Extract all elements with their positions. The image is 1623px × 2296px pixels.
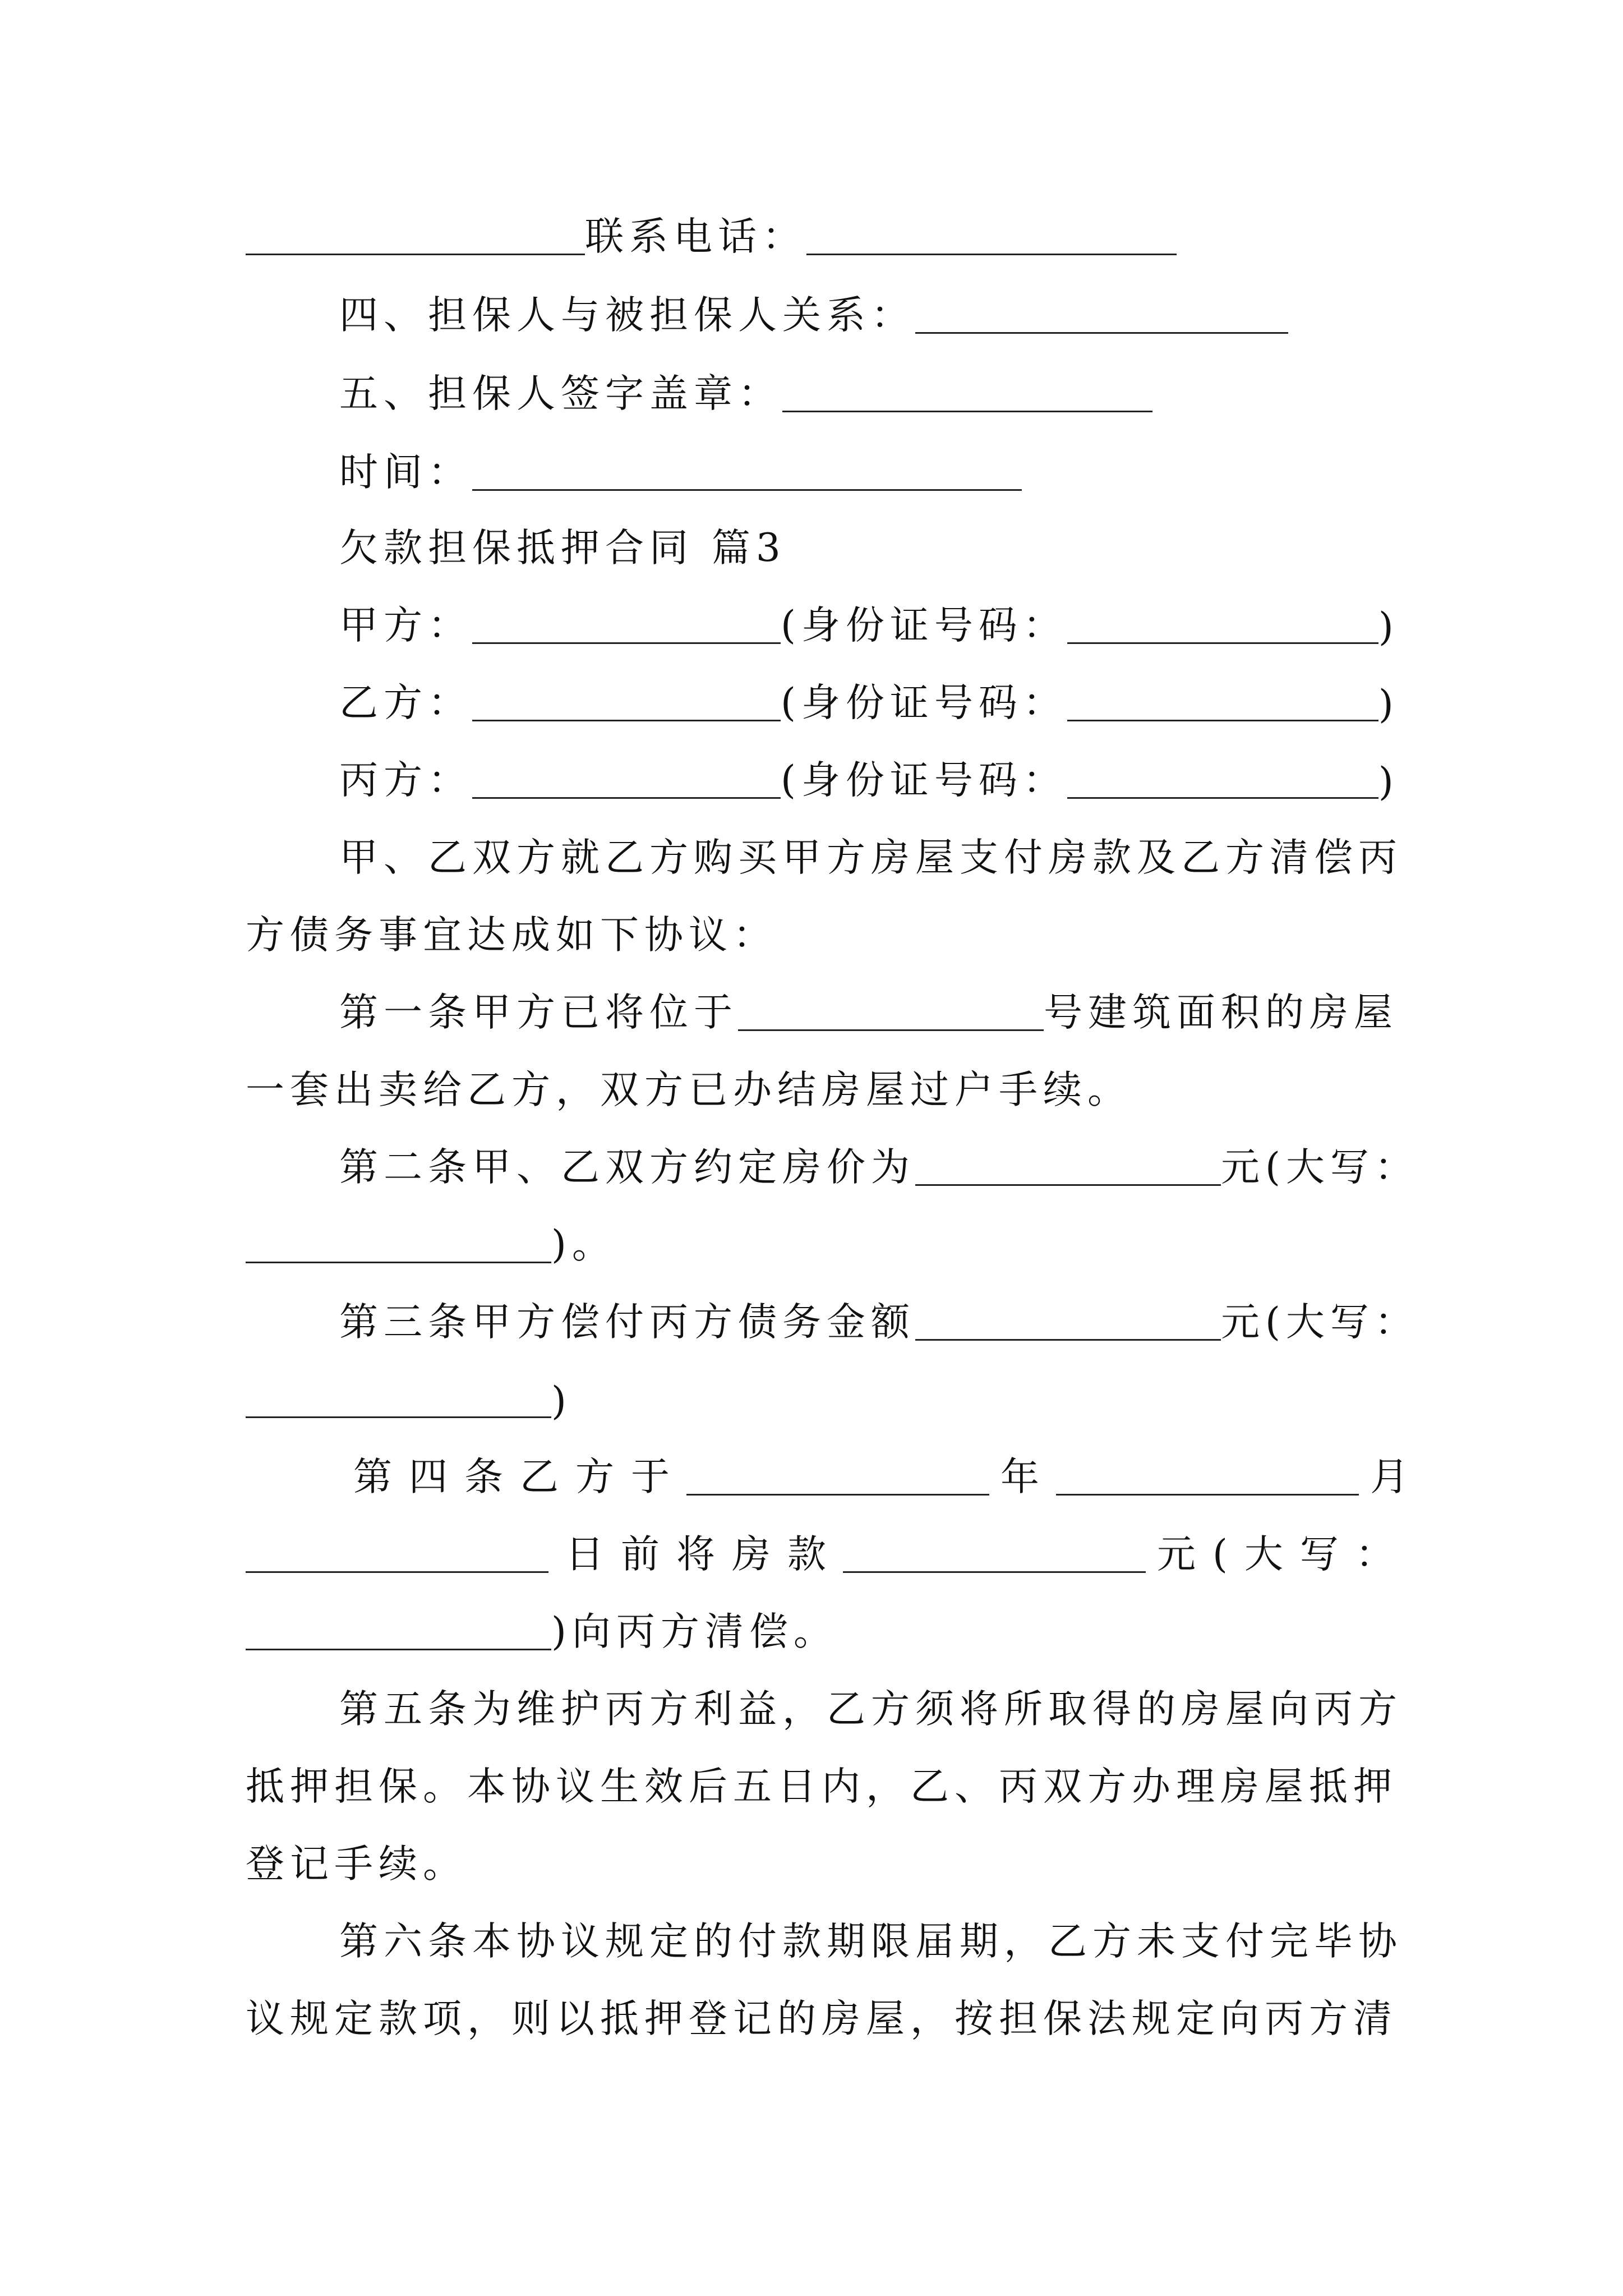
party-b-label: 乙方： [339, 680, 472, 725]
blank-field [1067, 719, 1378, 721]
article4-text: 第四条乙方于 [353, 1455, 686, 1499]
article2-text: 第二条甲、乙双方约定房价为 [339, 1145, 915, 1190]
section5-line [339, 356, 1152, 418]
article1-line-2 [246, 1052, 1132, 1114]
party-c-label: 丙方： [339, 758, 472, 803]
article5-text: 第五条为维护丙方利益，乙方须将所取得的房屋向丙方 [339, 1687, 1403, 1732]
article5-line-3 [246, 1826, 467, 1888]
article5-text: 登记手续。 [246, 1842, 467, 1887]
party-a-label: 甲方： [339, 603, 472, 648]
article4-text: 元(大写： [1157, 1532, 1411, 1577]
blank-field [1056, 1493, 1359, 1496]
article4-text: 日前将房款 [565, 1532, 843, 1577]
blank-field [472, 719, 781, 721]
article6-line-1 [339, 1904, 1403, 1966]
id-close: ) [1378, 605, 1399, 650]
article2-line-1 [339, 1130, 1419, 1191]
party-c-line [339, 743, 1399, 804]
article6-text: 议规定款项，则以抵押登记的房屋，按担保法规定向丙方清 [246, 1996, 1398, 2041]
blank-field [246, 252, 585, 255]
article2-text: 元(大写： [1221, 1145, 1419, 1190]
time-line [339, 435, 1022, 496]
party-b-line [339, 665, 1399, 727]
blank-field [246, 1570, 548, 1573]
article4-text: 年 [1000, 1455, 1056, 1499]
article5-line-2 [246, 1749, 1398, 1811]
article1-text: 一套出卖给乙方，双方已办结房屋过户手续。 [246, 1068, 1132, 1112]
article1-text: 号建筑面积的房屋 [1044, 990, 1398, 1035]
article5-text: 抵押担保。本协议生效后五日内，乙、丙双方办理房屋抵押 [246, 1764, 1398, 1809]
contact-label: 联系电话： [585, 214, 806, 259]
section5-label: 五、担保人签字盖章： [339, 371, 782, 416]
blank-field [782, 409, 1152, 412]
id-close: ) [1378, 760, 1399, 804]
contract-title-text: 欠款担保抵押合同 篇3 [339, 526, 786, 570]
contract-title [339, 510, 786, 572]
blank-field [915, 1338, 1221, 1341]
blank-field [843, 1570, 1146, 1573]
id-open: (身份证号码： [781, 758, 1067, 803]
article4-line-1 [353, 1439, 1426, 1501]
id-open: (身份证号码： [781, 680, 1067, 725]
article3-line-1 [339, 1285, 1419, 1346]
blank-field [686, 1493, 989, 1496]
party-a-line [339, 588, 1399, 650]
article3-text: ) [551, 1379, 572, 1424]
article4-line-3 [246, 1594, 838, 1656]
contact-line [246, 199, 1177, 261]
blank-field [472, 796, 781, 799]
article4-line-2 [246, 1517, 1411, 1579]
article4-text: )向丙方清偿。 [551, 1609, 838, 1654]
intro-text: 方债务事宜达成如下协议： [246, 913, 777, 958]
section4-label: 四、担保人与被担保人关系： [339, 293, 915, 338]
blank-field [915, 1183, 1221, 1186]
blank-field [472, 488, 1022, 491]
article3-text: 第三条甲方偿付丙方债务金额 [339, 1300, 915, 1345]
article1-line-1 [339, 975, 1398, 1037]
intro-text: 甲、乙双方就乙方购买甲方房屋支付房款及乙方清偿丙 [339, 835, 1403, 880]
blank-field [246, 1648, 551, 1650]
section4-line [339, 278, 1288, 339]
article6-line-2 [246, 1981, 1398, 2043]
time-label: 时间： [339, 450, 472, 495]
id-open: (身份证号码： [781, 603, 1067, 648]
article2-line-2 [246, 1207, 616, 1269]
id-close: ) [1378, 682, 1399, 727]
blank-field [472, 641, 781, 644]
article3-text: 元(大写： [1221, 1300, 1419, 1345]
blank-field [1067, 796, 1378, 799]
article5-line-1 [339, 1672, 1403, 1733]
article2-text: )。 [551, 1222, 616, 1267]
article6-text: 第六条本协议规定的付款期限届期，乙方未支付完毕协 [339, 1919, 1403, 1964]
blank-field [246, 1260, 551, 1263]
blank-field [915, 331, 1288, 334]
blank-field [806, 252, 1177, 255]
blank-field [1067, 641, 1378, 644]
blank-field [246, 1415, 551, 1418]
article4-text: 月 [1370, 1455, 1426, 1499]
blank-field [738, 1028, 1044, 1031]
article3-line-2 [246, 1362, 572, 1424]
intro-line-2 [246, 898, 777, 959]
intro-line-1 [339, 820, 1403, 882]
article1-text: 第一条甲方已将位于 [339, 990, 738, 1035]
